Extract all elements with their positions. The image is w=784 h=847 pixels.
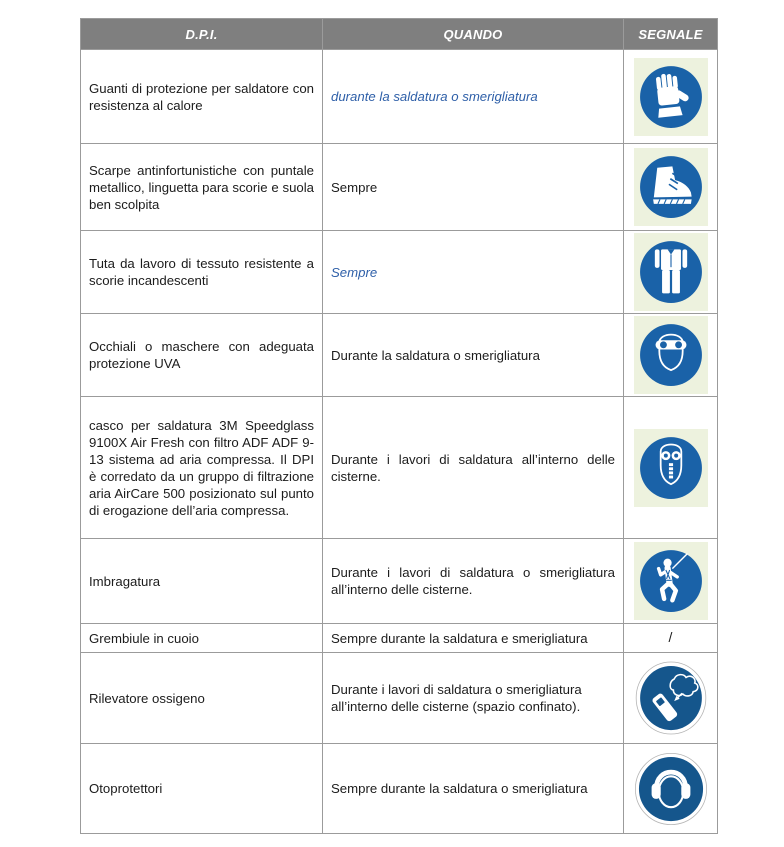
no-sign-slash: / (668, 629, 673, 645)
quando-cell: Durante la saldatura o smerigliatura (323, 314, 624, 397)
segnale-cell (624, 624, 718, 653)
quando-cell: Durante i lavori di saldatura o smerigliatura all’interno delle cisterne (spazio confinato). (323, 653, 624, 744)
quando-cell: Sempre durante la saldatura e smerigliatura (323, 624, 624, 653)
table-row (81, 653, 718, 744)
segnale-cell (624, 231, 718, 314)
dpi-cell: Imbragatura (81, 539, 323, 624)
mandatory-sign (634, 233, 708, 311)
safety-harness-icon (638, 548, 704, 614)
quando-cell: Sempre (323, 231, 624, 314)
gas-detector-icon (633, 659, 709, 737)
mandatory-sign (634, 542, 708, 620)
eye-protection-icon (638, 322, 704, 388)
mandatory-sign (634, 429, 708, 507)
segnale-cell (624, 314, 718, 397)
quando-cell: durante la saldatura o smerigliatura (323, 50, 624, 144)
header-cell-segnale: SEGNALE (624, 19, 718, 50)
welding-gloves-icon (638, 64, 704, 130)
table-row (81, 624, 718, 653)
table-row (81, 539, 718, 624)
header-cell-quando: QUANDO (323, 19, 624, 50)
segnale-cell (624, 653, 718, 744)
segnale-cell (624, 144, 718, 231)
dpi-cell: casco per saldatura 3M Speedglass 9100X Air Fresh con filtro ADF ADF 9-13 sistema ad aria compressa. Il DPI è corredato da un gruppo di filtrazione aria AirCare 500 posizionato sul punto di erogazione dell’aria compressa. (81, 397, 323, 539)
mandatory-sign (631, 748, 711, 830)
mandatory-sign (631, 657, 711, 739)
dpi-table (80, 18, 718, 834)
dpi-cell: Tuta da lavoro di tessuto resistente a scorie incandescenti (81, 231, 323, 314)
dpi-cell: Scarpe antinfortunistiche con puntale metallico, linguetta para scorie e suola ben scolpita (81, 144, 323, 231)
segnale-cell (624, 744, 718, 834)
segnale-cell (624, 397, 718, 539)
segnale-cell (624, 539, 718, 624)
dpi-cell: Grembiule in cuoio (81, 624, 323, 653)
quando-cell: Sempre durante la saldatura o smerigliatura (323, 744, 624, 834)
mandatory-sign (634, 58, 708, 136)
table-row (81, 744, 718, 834)
quando-cell: Sempre (323, 144, 624, 231)
safety-boots-icon (638, 154, 704, 220)
welding-helmet-icon (638, 435, 704, 501)
table-row (81, 397, 718, 539)
dpi-cell: Otoprotettori (81, 744, 323, 834)
quando-cell: Durante i lavori di saldatura all’interno delle cisterne. (323, 397, 624, 539)
quando-cell: Durante i lavori di saldatura o smerigliatura all’interno delle cisterne. (323, 539, 624, 624)
table-row (81, 50, 718, 144)
ear-protection-icon (633, 750, 709, 828)
header-cell-dpi: D.P.I. (81, 19, 323, 50)
dpi-cell: Rilevatore ossigeno (81, 653, 323, 744)
mandatory-sign (634, 316, 708, 394)
table-header-row (81, 19, 718, 50)
table-row (81, 144, 718, 231)
dpi-cell: Occhiali o maschere con adeguata protezione UVA (81, 314, 323, 397)
table-row (81, 314, 718, 397)
segnale-cell (624, 50, 718, 144)
mandatory-sign (634, 148, 708, 226)
protective-suit-icon (638, 239, 704, 305)
table-row (81, 231, 718, 314)
dpi-cell: Guanti di protezione per saldatore con resistenza al calore (81, 50, 323, 144)
